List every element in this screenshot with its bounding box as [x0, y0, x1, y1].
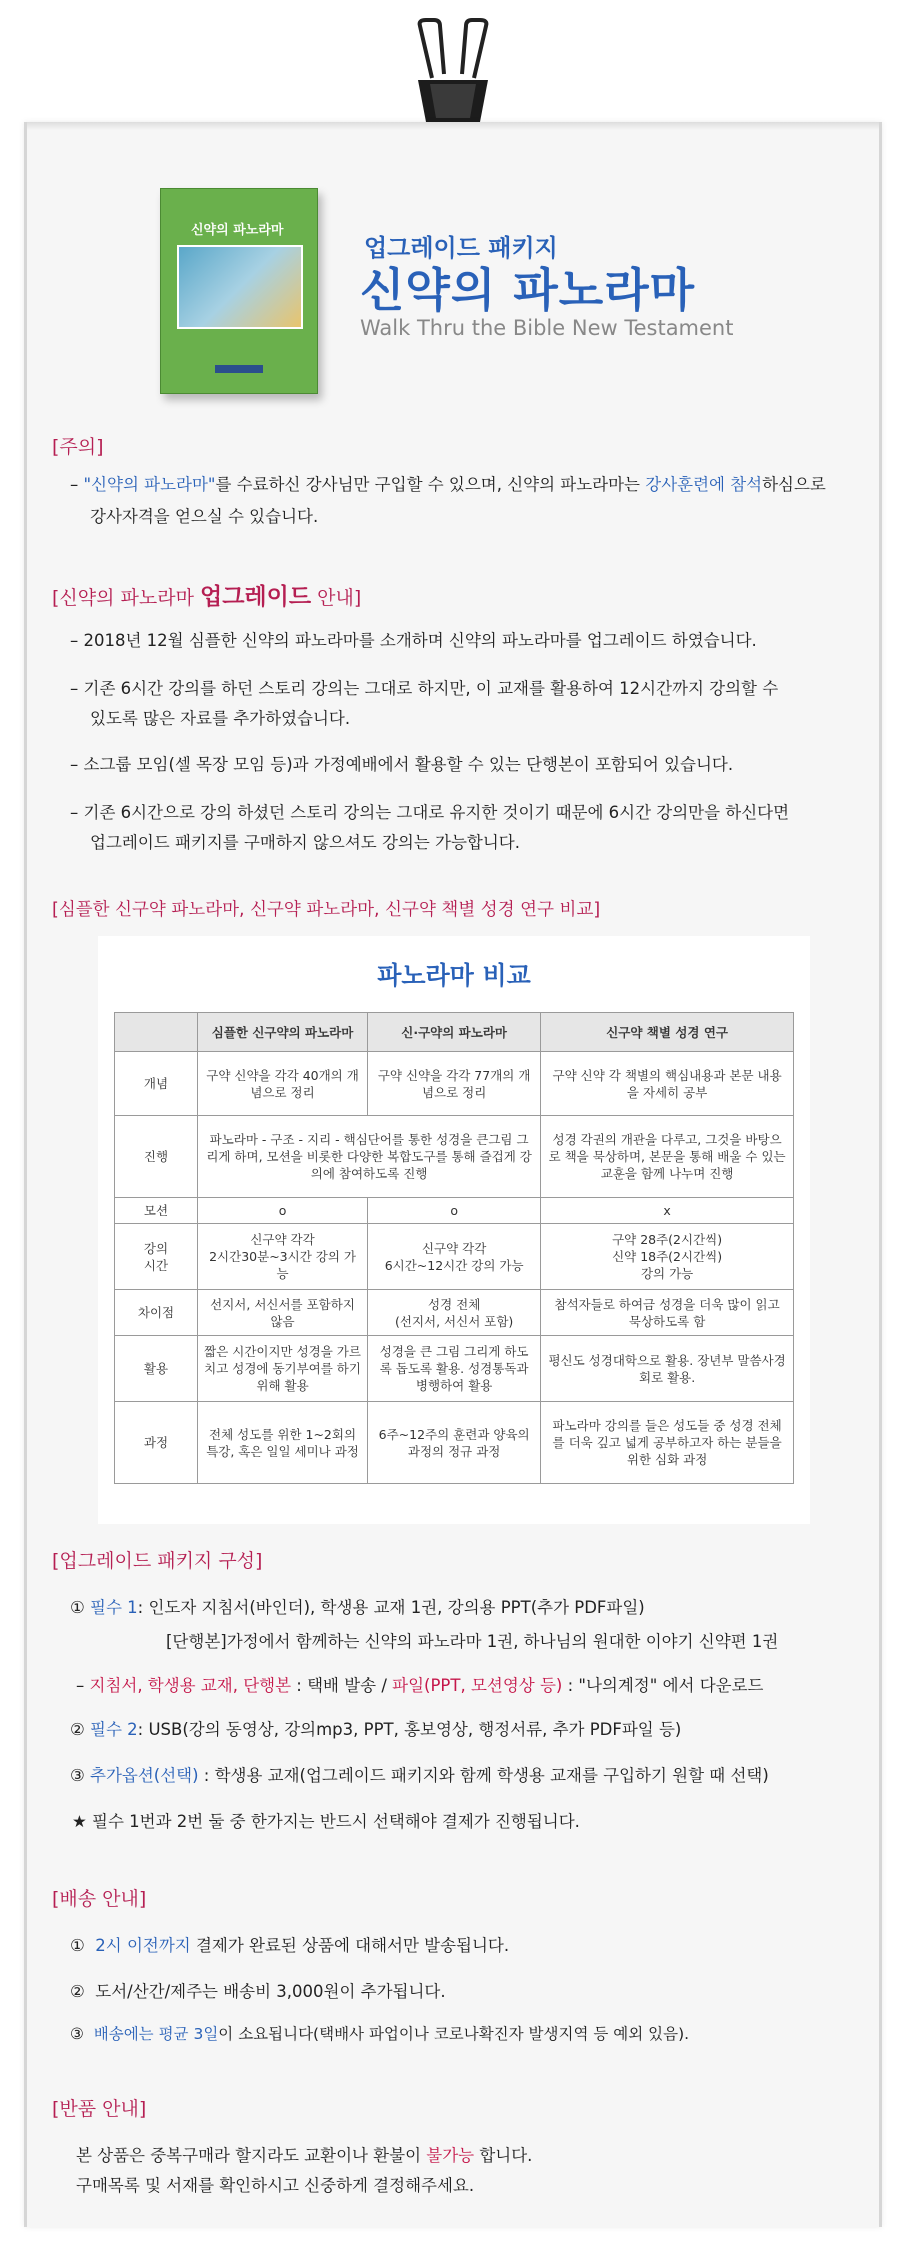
publisher-logo: [215, 365, 263, 373]
table-row: 모션 o o x: [115, 1198, 794, 1224]
upgrade-item-4b: 업그레이드 패키지를 구매하지 않으셔도 강의는 가능합니다.: [90, 833, 520, 852]
package-option: ③ 추가옵션(선택) : 학생용 교재(업그레이드 패키지와 함께 학생용 교재를 구입하기 원할 때 선택): [70, 1766, 769, 1785]
returns-heading: [반품 안내]: [52, 2098, 147, 2120]
package-required-2: ② 필수 2: USB(강의 동영상, 강의mp3, PPT, 홍보영상, 행정서류, 추가 PDF파일 등): [70, 1720, 682, 1739]
notice-heading: [주의]: [52, 436, 104, 458]
returns-line-1: 본 상품은 중복구매라 할지라도 교환이나 환불이 불가능 합니다.: [76, 2146, 533, 2165]
comparison-panel: [98, 936, 810, 1524]
package-required-1b: [단행본]가정에서 함께하는 신약의 파노라마 1권, 하나님의 원대한 이야기 신약편 1권: [166, 1632, 779, 1651]
package-required-1: ① 필수 1: 인도자 지침서(바인더), 학생용 교재 1권, 강의용 PPT(추가 PDF파일): [70, 1598, 645, 1617]
package-heading: [업그레이드 패키지 구성]: [52, 1550, 263, 1572]
table-header: 심플한 신구약의 파노라마 신·구약의 파노라마 신구약 책별 성경 연구: [115, 1013, 794, 1052]
table-row: 강의 시간 신구약 각각 2시간30분~3시간 강의 가능 신구약 각각 6시간~12시간 강의 가능 구약 28주(2시간씩) 신약 18주(2시간씩) 강의 가능: [115, 1224, 794, 1290]
returns-line-2: 구매목록 및 서재를 확인하시고 신중하게 결정해주세요.: [76, 2176, 475, 2195]
table-row: 진행 파노라마 - 구조 - 지리 - 핵심단어를 통한 성경을 큰그림 그리게 하며, 모션을 비롯한 다양한 복합도구를 통해 즐겁게 강의에 참여하도록 진행 성경 각권의 개관을 다루고, 그것을 바탕으로 책을 묵상하며, 본문을 통해 배울 수 있는 교훈을 함께 나누며 진행: [115, 1116, 794, 1198]
notice-text-2: 강사자격을 얻으실 수 있습니다.: [90, 507, 319, 526]
table-row: 차이점 선지서, 서신서를 포함하지 않음 성경 전체 (선지서, 서신서 포함) 참석자들로 하여금 성경을 더욱 많이 읽고 묵상하도록 함: [115, 1290, 794, 1336]
hero-subtitle: Walk Thru the Bible New Testament: [360, 316, 734, 340]
shipping-item-3: ③ 배송에는 평균 3일이 소요됩니다(택배사 파업이나 코로나확진자 발생지역 등 예외 있음).: [70, 2025, 690, 2043]
table-row: 과정 전체 성도를 위한 1~2회의 특강, 혹은 일일 세미나 과정 6주~12주의 훈련과 양육의 과정의 정규 과정 파노라마 강의를 들은 성도들 중 성경 전체를 더욱 깊고 넓게 공부하고자 하는 분들을 위한 심화 과정: [115, 1402, 794, 1484]
package-note: ★ 필수 1번과 2번 둘 중 한가지는 반드시 선택해야 결제가 진행됩니다.: [72, 1812, 580, 1831]
shipping-heading: [배송 안내]: [52, 1888, 147, 1910]
comparison-title: 파노라마 비교: [377, 961, 531, 990]
hero-kicker: 업그레이드 패키지: [364, 234, 558, 262]
hero-title: 신약의 파노라마: [360, 263, 696, 317]
shipping-item-1: ① 2시 이전까지 결제가 완료된 상품에 대해서만 발송됩니다.: [70, 1936, 510, 1955]
compare-heading: [심플한 신구약 파노라마, 신구약 파노라마, 신구약 책별 성경 연구 비교]: [52, 900, 601, 920]
comparison-table: [114, 1012, 794, 1484]
shipping-item-2: ② 도서/산간/제주는 배송비 3,000원이 추가됩니다.: [70, 1982, 446, 2001]
book-title: 신약의 파노라마: [191, 223, 284, 238]
upgrade-heading: [신약의 파노라마 업그레이드 안내]: [52, 584, 362, 610]
upgrade-item-1: – 2018년 12월 심플한 신약의 파노라마를 소개하며 신약의 파노라마를 업그레이드 하였습니다.: [70, 631, 757, 650]
upgrade-item-3: – 소그룹 모임(셀 목장 모임 등)과 가정예배에서 활용할 수 있는 단행본이 포함되어 있습니다.: [70, 755, 734, 774]
notice-text: – "신약의 파노라마"를 수료하신 강사님만 구입할 수 있으며, 신약의 파노라마는 강사훈련에 참석하심으로: [70, 475, 826, 494]
upgrade-item-4: – 기존 6시간으로 강의 하셨던 스토리 강의는 그대로 유지한 것이기 때문에 6시간 강의만을 하신다면: [70, 803, 790, 822]
book-illustration: [177, 245, 303, 329]
binder-clip-icon: [410, 18, 496, 128]
package-delivery: – 지침서, 학생용 교재, 단행본 : 택배 발송 / 파일(PPT, 모션영상 등) : "나의계정" 에서 다운로드: [76, 1676, 764, 1695]
table-row: 개념 구약 신약을 각각 40개의 개념으로 정리 구약 신약을 각각 77개의 개념으로 정리 구약 신약 각 책별의 핵심내용과 본문 내용을 자세히 공부: [115, 1052, 794, 1116]
table-row: 활용 짧은 시간이지만 성경을 가르치고 성경에 동기부여를 하기 위해 활용 성경을 큰 그림 그리게 하도록 돕도록 활용. 성경통독과 병행하여 활용 평신도 성경대학으로 활용. 장년부 말씀사경회로 활용.: [115, 1336, 794, 1402]
upgrade-item-2b: 있도록 많은 자료를 추가하였습니다.: [90, 709, 351, 728]
upgrade-item-2: – 기존 6시간 강의를 하던 스토리 강의는 그대로 하지만, 이 교재를 활용하여 12시간까지 강의할 수: [70, 679, 779, 698]
